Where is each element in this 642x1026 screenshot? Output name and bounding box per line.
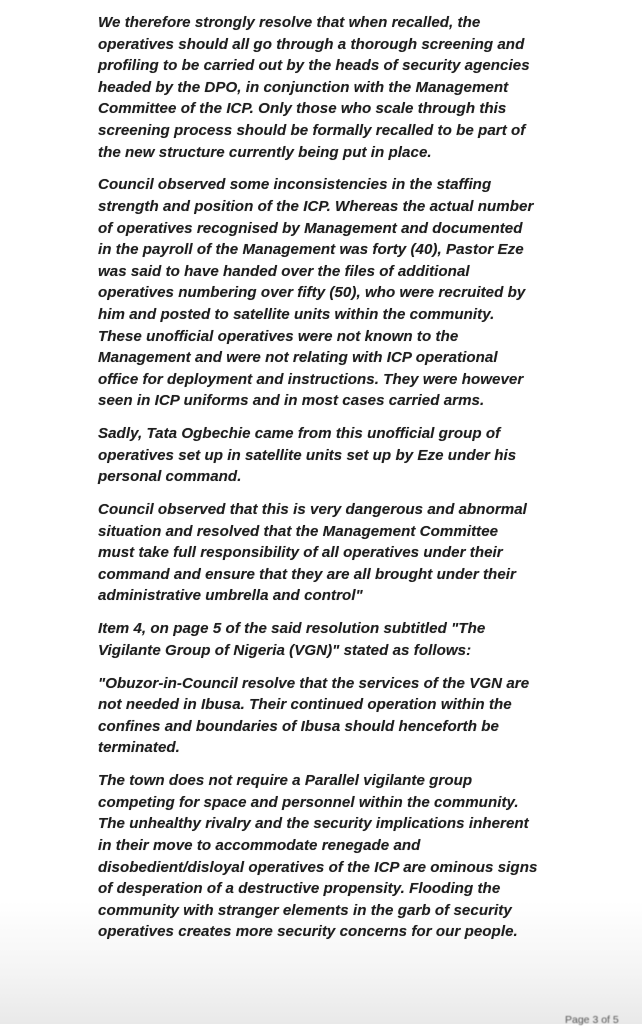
text-line: competing for space and personnel within the community.: [98, 793, 519, 811]
text-line: not needed in Ibusa. Their continued operation within the: [98, 696, 512, 714]
text-line: We therefore strongly resolve that when recalled, the: [98, 14, 481, 31]
text-line: operatives numbering over fifty (50), who were recruited by: [98, 284, 526, 302]
paragraph-vgn-resolution: [98, 673, 574, 759]
text-line: profiling to be carried out by the heads of security agencies: [98, 57, 530, 75]
text-line: seen in ICP uniforms and in most cases carried arms.: [98, 392, 485, 410]
text-line: situation and resolved that the Management Committee: [98, 522, 499, 540]
text-line: the new structure currently being put in place.: [98, 143, 432, 161]
text-line: office for deployment and instructions. They were however: [98, 370, 524, 388]
text-line: Committee of the ICP. Only those who scale through this: [98, 100, 507, 118]
text-line: disobedient/disloyal operatives of the ICP are ominous signs: [98, 858, 538, 876]
text-line: Item 4, on page 5 of the said resolution subtitled "The: [98, 620, 486, 638]
paragraph-management-responsibility: [98, 499, 574, 607]
text-line: confines and boundaries of Ibusa should henceforth be: [98, 717, 499, 735]
page-number-footer: Page 3 of 5: [565, 1014, 619, 1026]
text-line: headed by the DPO, in conjunction with the Management: [98, 78, 509, 96]
text-line: administrative umbrella and control": [98, 587, 363, 605]
text-line: community with stranger elements in the garb of security: [98, 901, 512, 919]
text-line: strength and position of the ICP. Whereas the actual number: [98, 197, 534, 215]
text-line: screening process should be formally recalled to be part of: [98, 121, 526, 139]
text-line: operatives should all go through a thorough screening and: [98, 35, 525, 53]
text-line: must take full responsibility of all operatives under their: [98, 544, 503, 562]
document-page: [98, 12, 574, 954]
text-line: The unhealthy rivalry and the security implications inherent: [98, 815, 529, 833]
text-line: operatives set up in satellite units set up by Eze under his: [98, 446, 517, 464]
paragraph-item-4-intro: [98, 618, 574, 661]
text-line: These unofficial operatives were not known to the: [98, 327, 459, 345]
text-line: of operatives recognised by Management and documented: [98, 219, 523, 237]
text-line: of desperation of a destructive propensity. Flooding the: [98, 880, 501, 898]
text-line: was said to have handed over the files of additional: [98, 262, 470, 280]
text-line: command and ensure that they are all brought under their: [98, 565, 516, 583]
text-line: Sadly, Tata Ogbechie came from this unofficial group of: [98, 425, 501, 443]
text-line: operatives creates more security concerns for our people.: [98, 923, 518, 941]
paragraph-parallel-vigilante: [98, 770, 574, 943]
text-line: in their move to accommodate renegade and: [98, 836, 421, 854]
text-line: personal command.: [98, 468, 242, 486]
text-line: Vigilante Group of Nigeria (VGN)" stated as follows:: [98, 641, 472, 659]
text-line: in the payroll of the Management was forty (40), Pastor Eze: [98, 241, 524, 259]
paragraph-staffing-inconsistencies: [98, 174, 574, 412]
text-line: "Obuzor-in-Council resolve that the services of the VGN are: [98, 674, 530, 692]
text-line: Council observed that this is very dangerous and abnormal: [98, 501, 527, 519]
text-line: Management and were not relating with ICP operational: [98, 349, 498, 367]
text-line: The town does not require a Parallel vigilante group: [98, 772, 473, 790]
paragraph-screening-resolution: [98, 12, 574, 163]
text-line: Council observed some inconsistencies in the staffing: [98, 176, 492, 194]
text-line: terminated.: [98, 739, 180, 757]
text-line: him and posted to satellite units within the community.: [98, 305, 495, 323]
paragraph-tata-ogbechie: [98, 423, 574, 488]
